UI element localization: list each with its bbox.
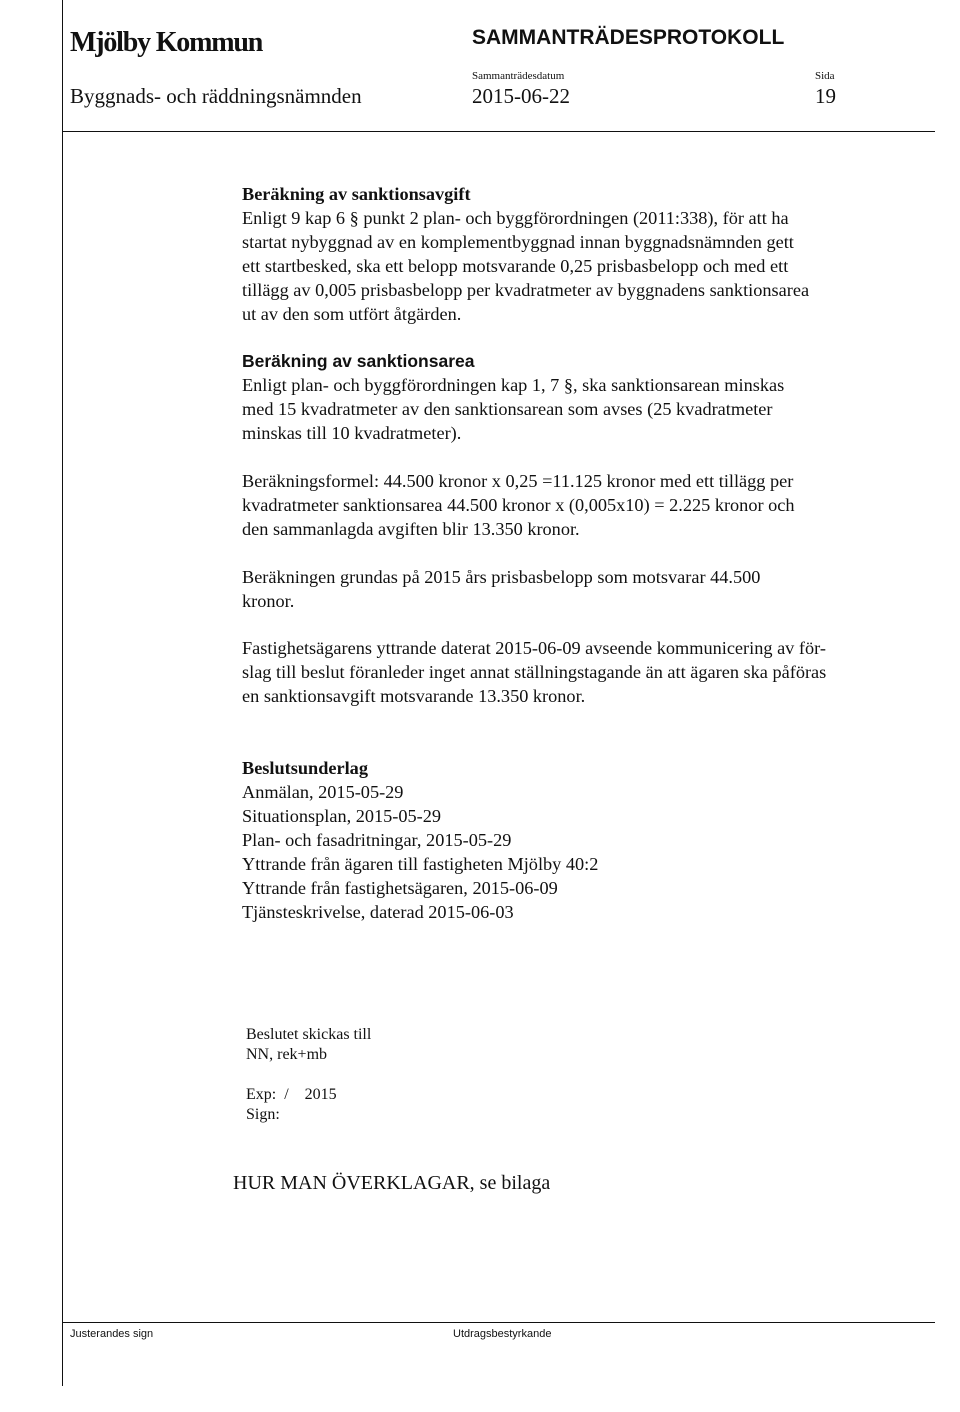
- paragraph-line: kvadratmeter sanktionsarea 44.500 kronor x (0,005x10) = 2.225 kronor och: [242, 495, 795, 515]
- document-type: SAMMANTRÄDESPROTOKOLL: [472, 26, 785, 49]
- list-item: Plan- och fasadritningar, 2015-05-29: [242, 830, 512, 850]
- paragraph-line: ut av den som utfört åtgärden.: [242, 304, 462, 324]
- distribution-recipients: NN, rek+mb: [246, 1046, 328, 1063]
- section-heading: Beslutsunderlag: [242, 758, 368, 778]
- list-item: Yttrande från ägaren till fastigheten Mjölby 40:2: [242, 854, 599, 874]
- paragraph-line: slag till beslut föranleder inget annat ställningstagande än att ägaren ska påföras: [242, 662, 827, 682]
- paragraph-line: en sanktionsavgift motsvarande 13.350 kronor.: [242, 686, 586, 706]
- paragraph-line: kronor.: [242, 591, 295, 611]
- page-number: 19: [815, 84, 836, 108]
- distribution-label: Beslutet skickas till: [246, 1026, 372, 1043]
- section-basis: [242, 565, 902, 613]
- footer-certification-label: Utdragsbestyrkande: [453, 1328, 552, 1340]
- committee-name: Byggnads- och räddningsnämnden: [70, 84, 362, 108]
- paragraph-line: Fastighetsägarens yttrande daterat 2015-06-09 avseende kommunicering av för-: [242, 638, 826, 658]
- section-heading: Beräkning av sanktionsarea: [242, 351, 475, 371]
- section-decision-basis: [242, 756, 902, 924]
- section-sanction-fee: [242, 182, 902, 326]
- paragraph-line: Enligt 9 kap 6 § punkt 2 plan- och byggförordningen (2011:338), för att ha: [242, 208, 789, 228]
- list-item: Tjänsteskrivelse, daterad 2015-06-03: [242, 902, 514, 922]
- expedition-sign: Sign:: [246, 1106, 280, 1123]
- footer-rule: [62, 1322, 935, 1323]
- footer-justification-label: Justerandes sign: [70, 1328, 154, 1340]
- section-owner-statement: [242, 636, 902, 708]
- meeting-date: 2015-06-22: [472, 84, 570, 108]
- paragraph-line: Enligt plan- och byggförordningen kap 1, 7 §, ska sanktionsarean minskas: [242, 375, 785, 395]
- date-label: Sammanträdesdatum: [472, 70, 565, 82]
- appeal-notice: HUR MAN ÖVERKLAGAR, se bilaga: [233, 1172, 551, 1194]
- expedition-block: [246, 1085, 337, 1125]
- paragraph-line: med 15 kvadratmeter av den sanktionsarean som avses (25 kvadratmeter: [242, 399, 773, 419]
- list-item: Situationsplan, 2015-05-29: [242, 806, 442, 826]
- distribution-block: [246, 1025, 371, 1065]
- list-item: Anmälan, 2015-05-29: [242, 782, 404, 802]
- paragraph-line: Beräkningsformel: 44.500 kronor x 0,25 =11.125 kronor med ett tillägg per: [242, 471, 794, 491]
- section-heading: Beräkning av sanktionsavgift: [242, 184, 471, 204]
- left-margin-rule: [62, 0, 63, 1386]
- organization-name: Mjölby Kommun: [70, 27, 263, 58]
- page-label: Sida: [815, 70, 835, 82]
- section-formula: [242, 469, 902, 541]
- expedition-date: Exp: / 2015: [246, 1086, 337, 1103]
- paragraph-line: minskas till 10 kvadratmeter).: [242, 423, 462, 443]
- paragraph-line: startat nybyggnad av en komplementbyggnad innan byggnadsnämnden gett: [242, 232, 794, 252]
- paragraph-line: ett startbesked, ska ett belopp motsvarande 0,25 prisbasbelopp och med ett: [242, 256, 789, 276]
- paragraph-line: den sammanlagda avgiften blir 13.350 kronor.: [242, 519, 580, 539]
- paragraph-line: tillägg av 0,005 prisbasbelopp per kvadratmeter av byggnadens sanktionsarea: [242, 280, 810, 300]
- list-item: Yttrande från fastighetsägaren, 2015-06-09: [242, 878, 558, 898]
- section-sanction-area: [242, 349, 902, 445]
- paragraph-line: Beräkningen grundas på 2015 års prisbasbelopp som motsvarar 44.500: [242, 567, 761, 587]
- header-rule: [62, 131, 935, 132]
